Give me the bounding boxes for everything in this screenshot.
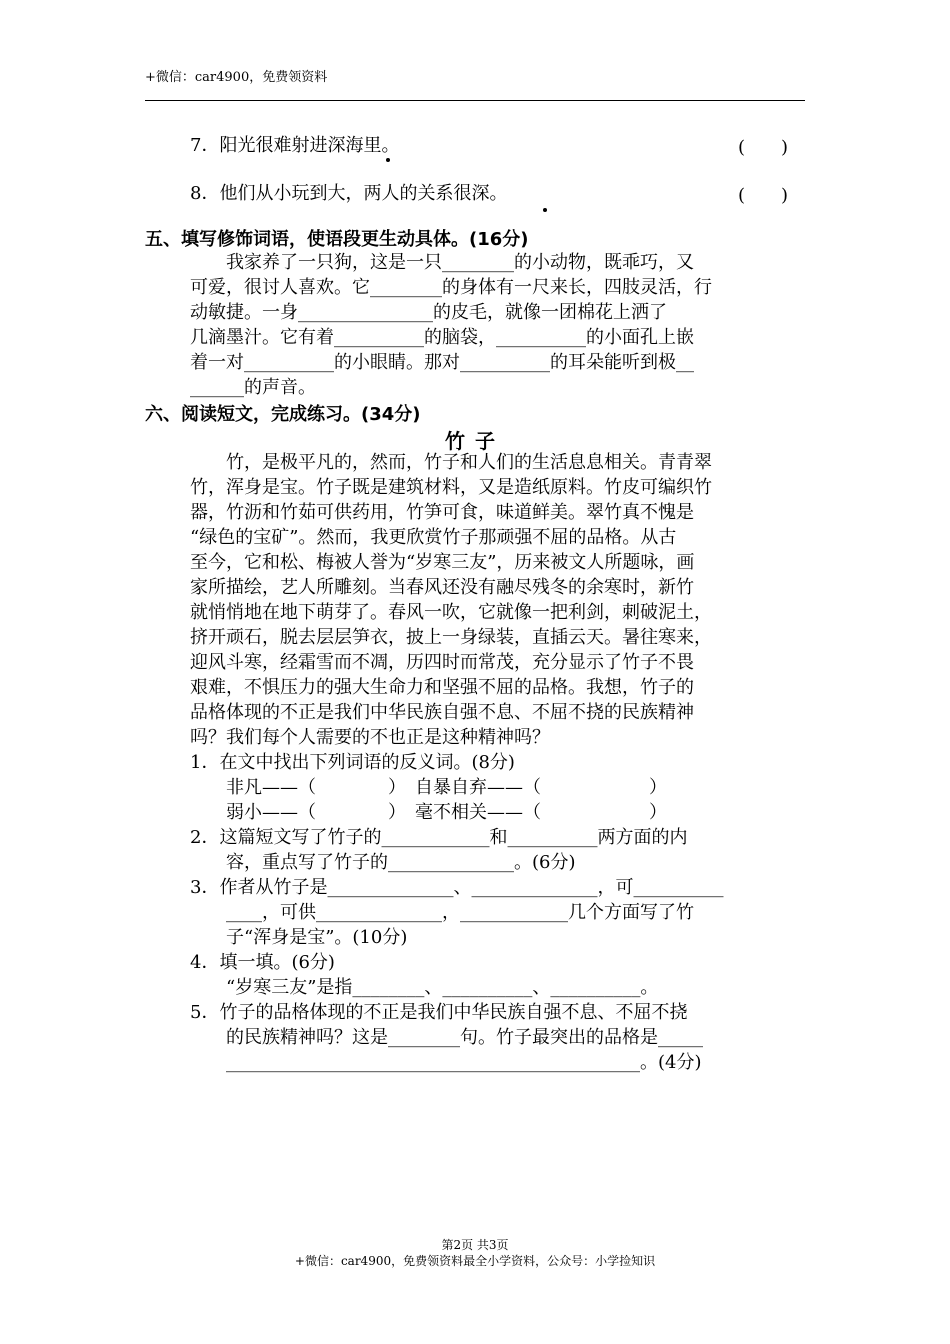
question-line: 3．作者从竹子是______________、______________，可__________ bbox=[190, 877, 724, 898]
article-line: 至今，它和松、梅被人誉为“岁寒三友”，历来被文人所题咏，画 bbox=[190, 552, 695, 573]
section-5-line: 可爱，很讨人喜欢。它________的身体有一尺来长，四肢灵活，行 bbox=[190, 277, 712, 298]
article-line: 家所描绘，艺人所雕刻。当春风还没有融尽残冬的余寒时，新竹 bbox=[190, 577, 694, 598]
article-line: 就悄悄地在地下萌芽了。春风一吹，它就像一把利剑，刺破泥土， bbox=[190, 602, 712, 623]
article-line: 挤开顽石，脱去层层笋衣，披上一身绿装，直插云天。暑往寒来， bbox=[190, 627, 712, 648]
article-line: 品格体现的不正是我们中华民族自强不息、不屈不挠的民族精神 bbox=[190, 702, 694, 723]
question-line: 子“浑身是宝”。(10分) bbox=[190, 927, 408, 948]
article-line: 吗？我们每个人需要的不也正是这种精神吗？ bbox=[190, 727, 550, 748]
article-line: 竹，是极平凡的，然而，竹子和人们的生活息息相关。青青翠 bbox=[190, 452, 712, 473]
question-line: 1．在文中找出下列词语的反义词。(8分) bbox=[190, 752, 515, 773]
question-line: 的民族精神吗？这是________句。竹子最突出的品格是_____ bbox=[190, 1027, 703, 1048]
question-8: 8．他们从小玩到大，两人的关系很深。 bbox=[190, 183, 508, 204]
article-title: 竹子 bbox=[445, 429, 505, 453]
section-5-title: 五、填写修饰词语，使语段更生动具体。(16分) bbox=[145, 229, 529, 250]
section-5-line: 着一对__________的小眼睛。那对__________的耳朵能听到极__ bbox=[190, 352, 694, 373]
header-divider bbox=[145, 100, 805, 101]
emphasis-dot bbox=[386, 158, 390, 162]
section-6-title: 六、阅读短文，完成练习。(34分) bbox=[145, 404, 421, 425]
question-line: ____，可供______________，____________几个方面写了竹 bbox=[190, 902, 694, 923]
answer-paren-7: ( ) bbox=[738, 137, 789, 158]
article-line: 艰难，不惧压力的强大生命力和坚强不屈的品格。我想，竹子的 bbox=[190, 677, 694, 698]
question-line: 5．竹子的品格体现的不正是我们中华民族自强不息、不屈不挠 bbox=[190, 1002, 688, 1023]
header-watermark: +微信：car4900，免费领资料 bbox=[145, 70, 328, 85]
question-line: 容，重点写了竹子的______________。(6分) bbox=[190, 852, 576, 873]
section-5-line: ______的声音。 bbox=[190, 377, 316, 398]
article-line: “绿色的宝矿”。然而，我更欣赏竹子那顽强不屈的品格。从古 bbox=[190, 527, 677, 548]
article-line: 迎风斗寒，经霜雪而不凋，历四时而常茂，充分显示了竹子不畏 bbox=[190, 652, 694, 673]
question-line: “岁寒三友”是指________、__________、__________。 bbox=[190, 977, 659, 998]
section-5-line: 我家养了一只狗，这是一只________的小动物，既乖巧，又 bbox=[190, 252, 694, 273]
footer-watermark: +微信：car4900，免费领资料最全小学资料，公众号：小学捡知识 bbox=[294, 1254, 656, 1268]
article-line: 竹，浑身是宝。竹子既是建筑材料，又是造纸原料。竹皮可编织竹 bbox=[190, 477, 712, 498]
section-5-line: 几滴墨汁。它有着__________的脑袋，__________的小面孔上嵌 bbox=[190, 327, 694, 348]
question-line: 非凡——（ ） 自暴自弃——（ ） bbox=[190, 777, 667, 798]
emphasis-dot bbox=[543, 208, 547, 212]
question-line: 2．这篇短文写了竹子的____________和__________两方面的内 bbox=[190, 827, 688, 848]
page-number: 第2页 共3页 bbox=[441, 1238, 509, 1252]
question-line: 4．填一填。(6分) bbox=[190, 952, 335, 973]
question-line: ______________________________________________。(4分) bbox=[190, 1052, 702, 1073]
question-7: 7．阳光很难射进深海里。 bbox=[190, 135, 400, 156]
question-line: 弱小——（ ） 毫不相关——（ ） bbox=[190, 802, 667, 823]
answer-paren-8: ( ) bbox=[738, 185, 789, 206]
section-5-line: 动敏捷。一身_______________的皮毛，就像一团棉花上洒了 bbox=[190, 302, 667, 323]
article-line: 器，竹沥和竹茹可供药用，竹笋可食，味道鲜美。翠竹真不愧是 bbox=[190, 502, 694, 523]
